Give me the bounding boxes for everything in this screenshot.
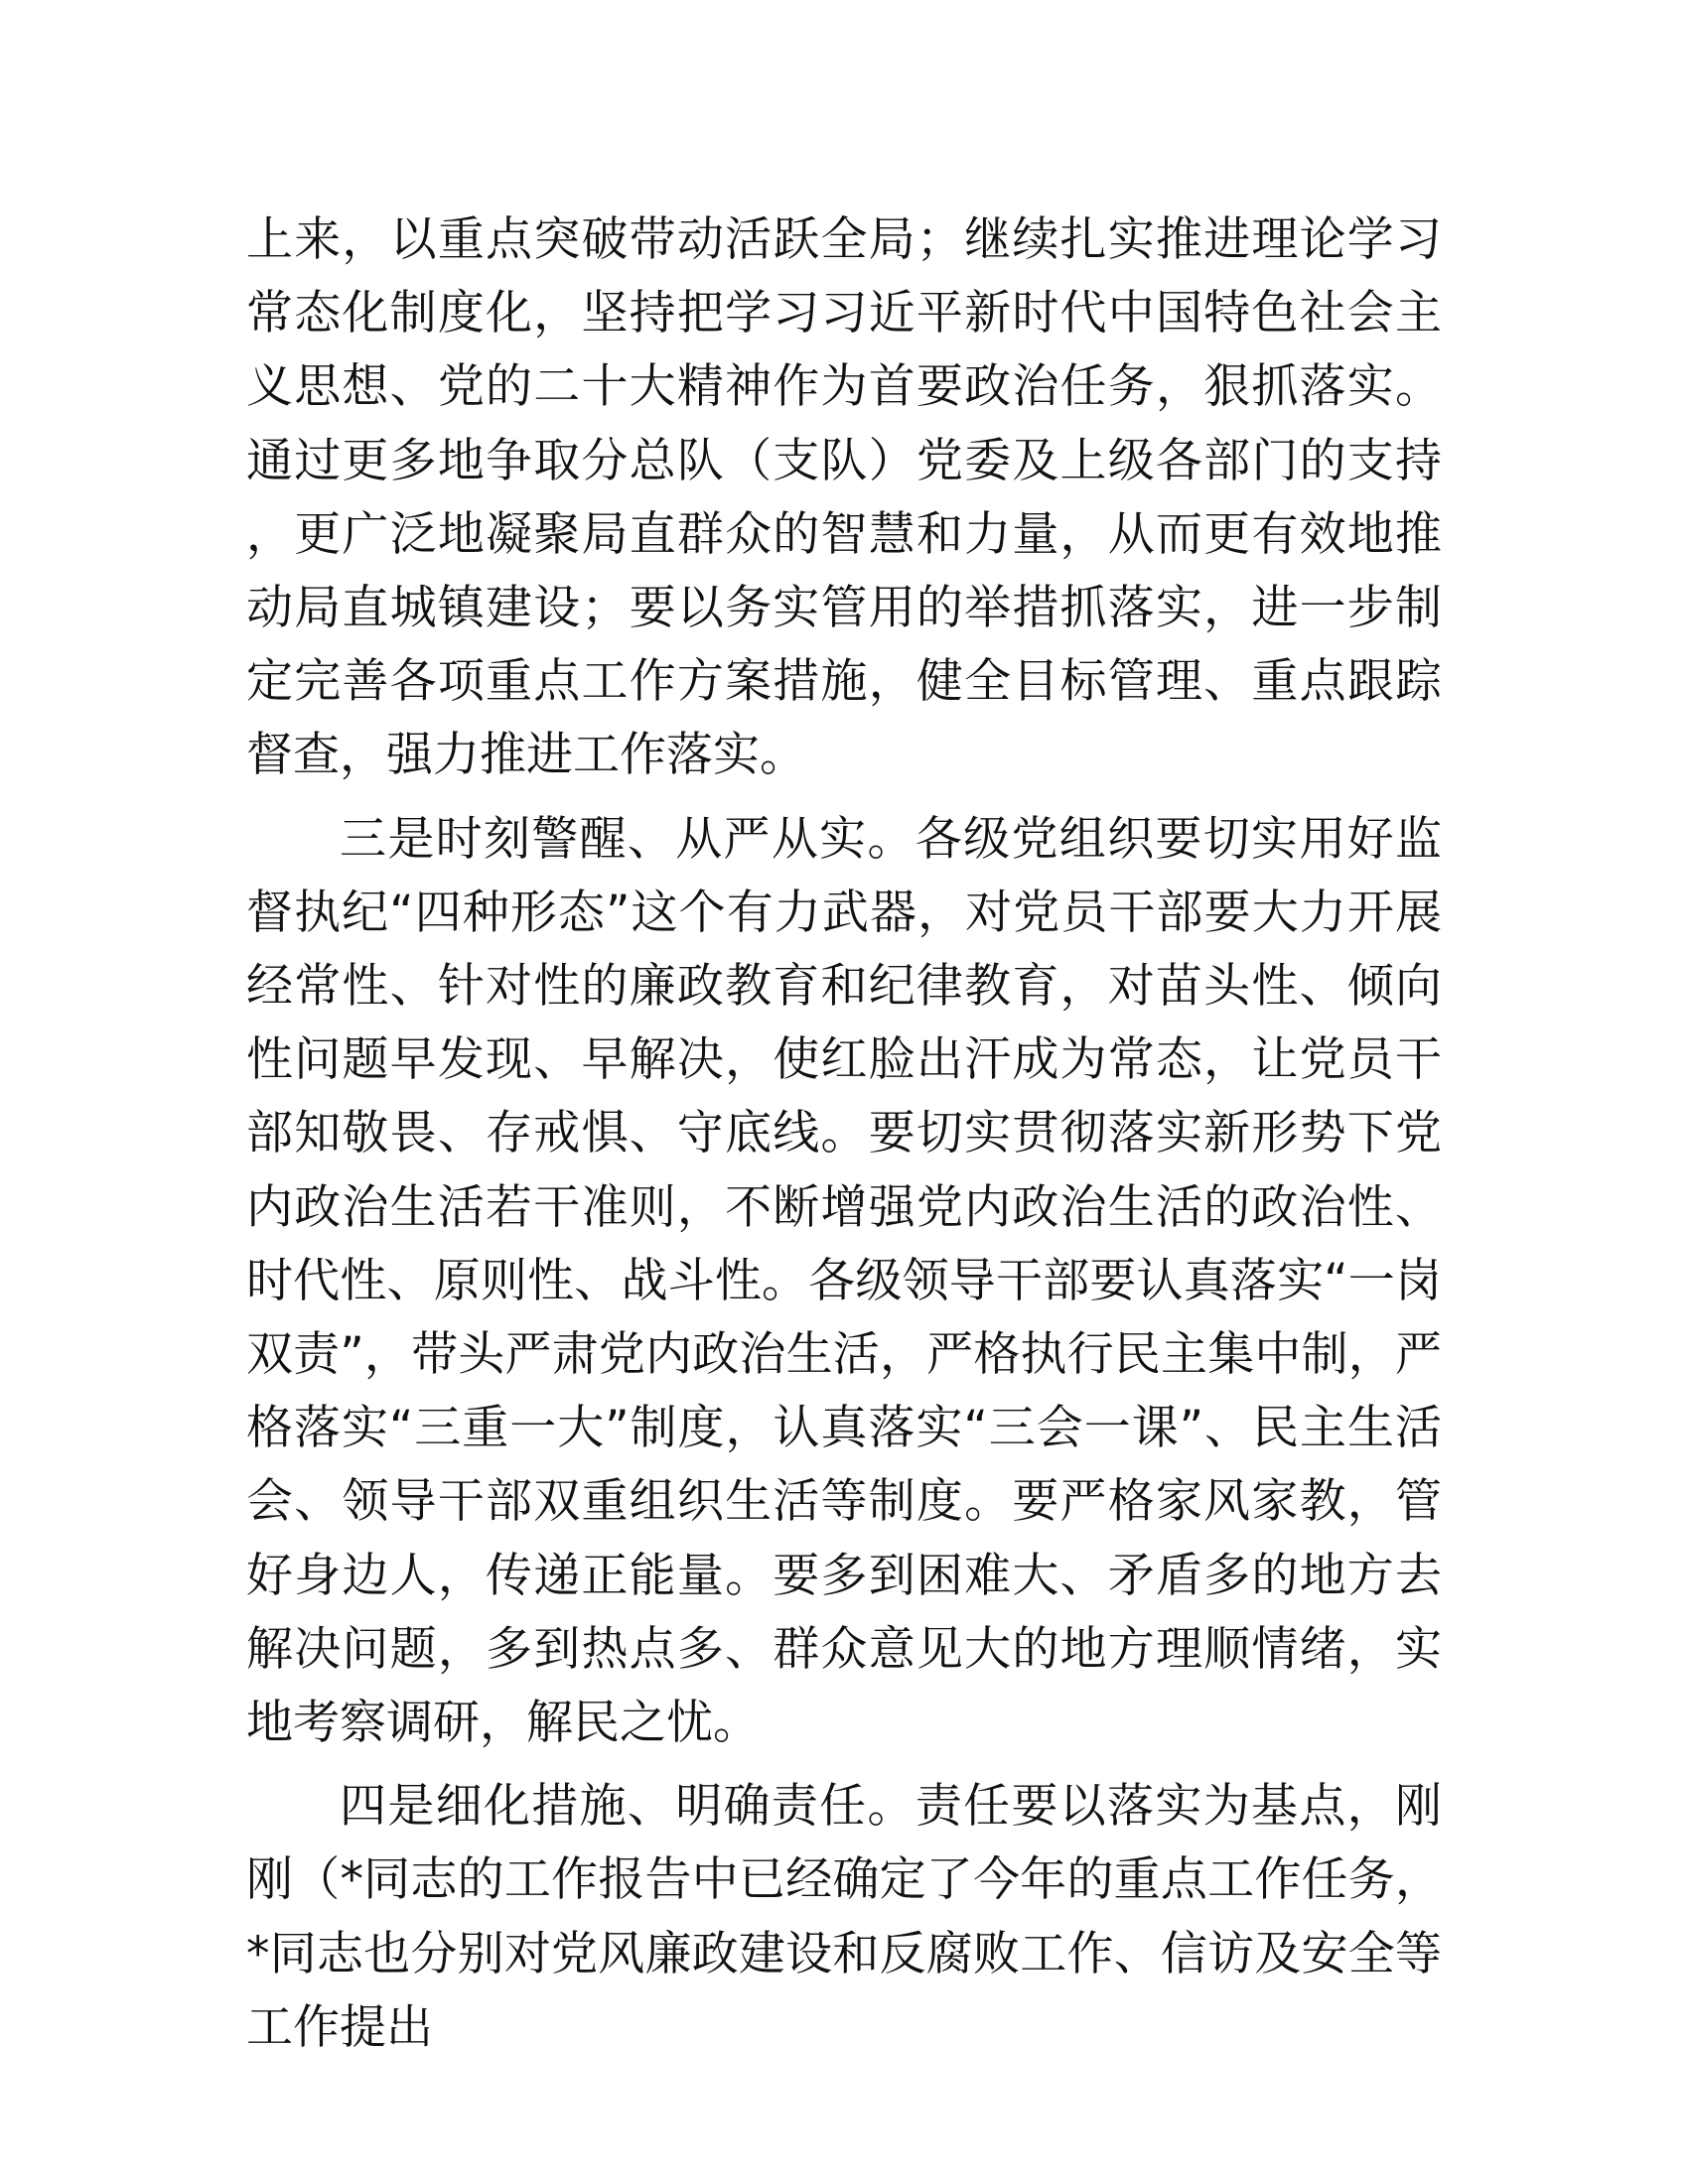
paragraph-three-strict-discipline: 三是时刻警醒、从严从实。各级党组织要切实用好监督执纪“四种形态”这个有力武器，对党员干部要大力开展经常性、针对性的廉政教育和纪律教育，对苗头性、倾向性问题早发现、早解决，使红脸出汗成为常态，让党员干部知敬畏、存戒惧、守底线。要切实贯彻落实新形势下党内政治生活若干准则，不断增强党内政治生活的政治性、时代性、原则性、战斗性。各级领导干部要认真落实“一岗双责”，带头严肃党内政治生活，严格执行民主集中制，严格落实“三重一大”制度，认真落实“三会一课”、民主生活会、领导干部双重组织生活等制度。要严格家风家教，管好身边人，传递正能量。要多到困难大、矛盾多的地方去解决问题，多到热点多、群众意见大的地方理顺情绪，实地考察调研，解民之忧。 bbox=[246, 811, 1442, 1751]
paragraph-continuation: 上来，以重点突破带动活跃全局；继续扎实推进理论学习常态化制度化，坚持把学习习近平新时代中国特色社会主义思想、党的二十大精神作为首要政治任务，狠抓落实。通过更多地争取分总队（支队）党委及上级各部门的支持，更广泛地凝聚局直群众的智慧和力量，从而更有效地推动局直城镇建设；要以务实管用的举措抓落实，进一步制定完善各项重点工作方案措施，健全目标管理、重点跟踪督查，强力推进工作落实。 bbox=[246, 212, 1442, 783]
document-body bbox=[246, 204, 1442, 2065]
paragraph-four-detailed-measures: 四是细化措施、明确责任。责任要以落实为基点，刚刚（*同志的工作报告中已经确定了今年的重点工作任务，*同志也分别对党风廉政建设和反腐败工作、信访及安全等工作提出 bbox=[246, 1779, 1442, 2055]
